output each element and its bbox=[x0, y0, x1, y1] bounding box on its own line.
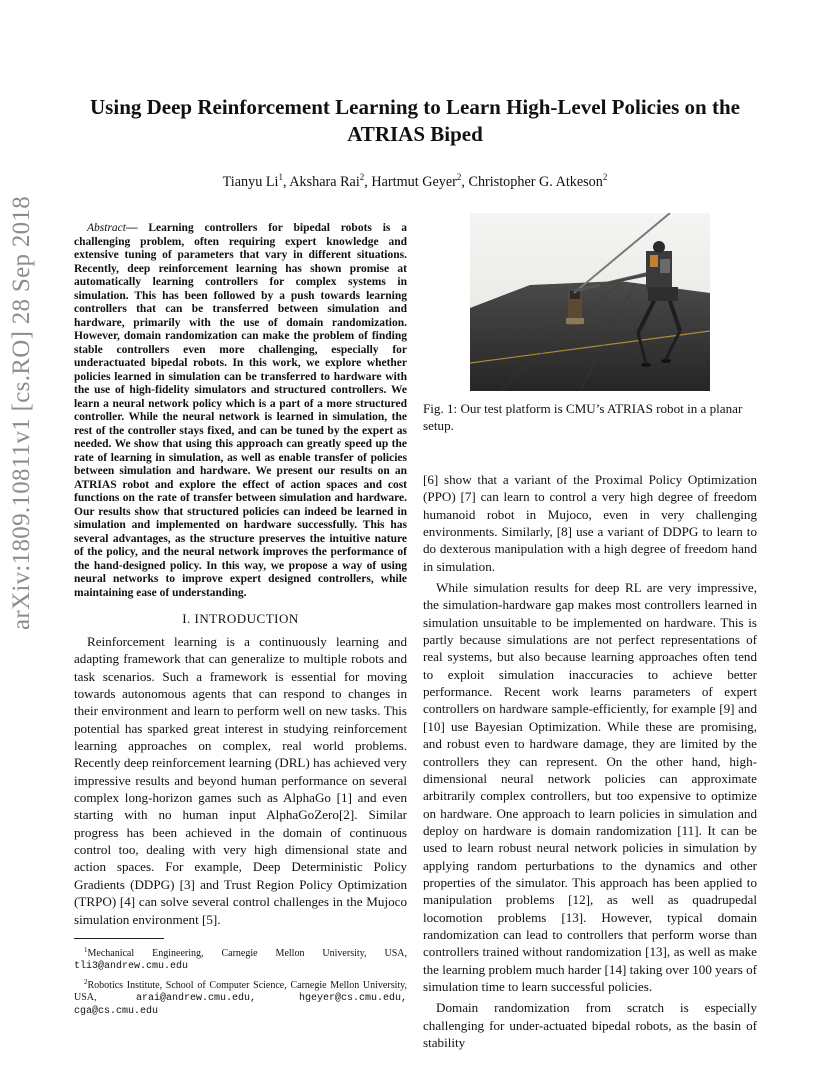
abstract bbox=[74, 222, 407, 600]
figure-caption: Fig. 1: Our test platform is CMU’s ATRIAS robot in a planar setup. bbox=[423, 401, 743, 433]
footnote-2 bbox=[74, 976, 407, 1018]
footnote-divider bbox=[74, 938, 164, 939]
affiliation-mark: 1 bbox=[278, 172, 283, 182]
paper-title: Using Deep Reinforcement Learning to Learn High-Level Policies on the ATRIAS Biped bbox=[90, 95, 740, 146]
body-paragraph: [6] show that a variant of the Proximal Policy Optimization (PPO) [7] can learn to control a very high degree of freedom humanoid robot in Mujoco, even in very challenging environments. Similarly, [8] use a variant of DDPG to learn to do dexterous manipulation with a high degree of freedom hand in simulation. bbox=[423, 472, 757, 574]
footnote-1 bbox=[74, 944, 407, 973]
abstract-lead: Abstract bbox=[87, 222, 126, 234]
right-column bbox=[423, 471, 757, 1051]
left-column bbox=[74, 222, 407, 1021]
intro-paragraph: Reinforcement learning is a continuously learning and adapting framework that can generalize to multiple robots and task scenarios. Such a framework is essential for moving towards autonomous agents that can respond to changes in their environment and learn to perform well on new tasks. This potential has sparked great interest in studying reinforcement learning approaches on complex, real world problems. Recently deep reinforcement learning (DRL) has achieved very impressive results and beyond human performance on several complex long-horizon games such as AlphaGo [1] and even starting with no human input AlphaGoZero[2]. Similar progress has been achieved in the domain of continuous control too, dealing with very high dimensional state and action spaces. For example, Deep Deterministic Policy Gradients (DDPG) [3] and Trust Region Policy Optimization (TRPO) [4] can solve several control challenges in the Mujoco simulation environment [5]. bbox=[74, 634, 407, 927]
footnote-email[interactable]: tli3@andrew.cmu.edu bbox=[74, 960, 189, 972]
footnote-text: Mechanical Engineering, Carnegie Mellon University, USA, bbox=[87, 947, 407, 959]
author-name: Akshara Rai bbox=[289, 174, 360, 190]
author-name: Tianyu Li bbox=[222, 174, 279, 190]
footnote-email[interactable]: arai@andrew.cmu.edu, hgeyer@cs.cmu.edu, cga@cs.cmu.edu bbox=[74, 992, 407, 1017]
author-list: Tianyu Li$^1$, Akshara Rai$^2$, Hartmut Geyer$^2$, Christopher G. Atkeson$^2$ bbox=[222, 172, 608, 190]
footnote-text: Robotics Institute, School of Computer Science, Carnegie Mellon University, USA, bbox=[74, 979, 407, 1003]
footnote-mark: 2 bbox=[84, 977, 88, 986]
author-name: Christopher G. Atkeson bbox=[468, 174, 603, 190]
author-name: Hartmut Geyer bbox=[371, 174, 457, 190]
body-paragraph: While simulation results for deep RL are very impressive, the simulation-hardware gap makes most controllers learned in simulation unsuitable to be implemented on hardware. This is partly because simulations are not perfect representations of real systems, but also because learning approaches often tend to exploit simulation inaccuracies to achieve better performance. Recent work learns parameters of expert controllers on hardware sample-efficiently, for example [9] and [10] use Bayesian Optimization. While these are promising, and robust even to hardware damage, they are limited by the controllers they can represent. On the other hand, high-dimensional neural network policies can approximate arbitrarily complex controllers, but too expensive to optimize on hardware. One approach to learn policies in simulation and deploy on hardware is domain randomization [11]. It can be used to learn robust neural network policies in simulation by applying random perturbations to the dynamics and other properties of the simulator. This approach has been applied to manipulation problems [12], as well as quadrupedal locomotion problems [13]. However, typical domain randomization can lead to controllers that perform worse than controllers trained without randomization [13], as well as make the learning problem much harder [14] taking over 100 years of simulation time to learn successful policies. bbox=[423, 580, 757, 994]
footnote-mark: 1 bbox=[84, 945, 88, 954]
affiliation-mark: 2 bbox=[602, 172, 608, 182]
body-paragraph: Domain randomization from scratch is especially challenging for under-actuated bipedal robots, as the basin of stability bbox=[423, 1000, 757, 1050]
section-heading-introduction: I. INTRODUCTION bbox=[182, 611, 299, 626]
abstract-text: Learning controllers for bipedal robots is a challenging problem, often requiring expert knowledge and extensive tuning of parameters that vary in different situations. Recently, deep reinforcement learning has shown promise at automatically learning controllers for complex systems in simulation. This has been followed by a push towards learning controllers that can be transferred between simulation and hardware, primarily with the use of domain randomization. However, domain randomization can make the problem of finding stable controllers even more challenging, especially for underactuated bipedal robots. In this work, we explore whether policies learned in simulation can be transferred to hardware with the use of high-fidelity simulators and structured controllers. We learn a neural network policy which is a part of a more structured controller. While the neural network is learned in simulation, the rest of the controller stays fixed, and can be tuned by the expert as needed. We show that using this approach can greatly speed up the rate of learning in simulation, as well as enable transfer of policies between simulation and hardware. We present our results on an ATRIAS robot and explore the effect of action spaces and cost functions on the rate of transfer between simulation and hardware. Our results show that structured policies can indeed be learned in simulation and implemented on hardware successfully. This has several advantages, as the structure preserves the intuitive nature of the policy, and the neural network improves the performance of the hand-designed policy. In this way, we propose a way of using neural networks to improve expert designed controllers, while maintaining ease of understanding. bbox=[74, 222, 407, 599]
arxiv-stamp: arXiv:1809.10811v1 [cs.RO] 28 Sep 2018 bbox=[8, 195, 35, 630]
affiliation-mark: 2 bbox=[359, 172, 365, 182]
abstract-dash: — bbox=[125, 222, 138, 234]
affiliation-mark: 2 bbox=[456, 172, 462, 182]
robot-photo bbox=[470, 213, 710, 391]
